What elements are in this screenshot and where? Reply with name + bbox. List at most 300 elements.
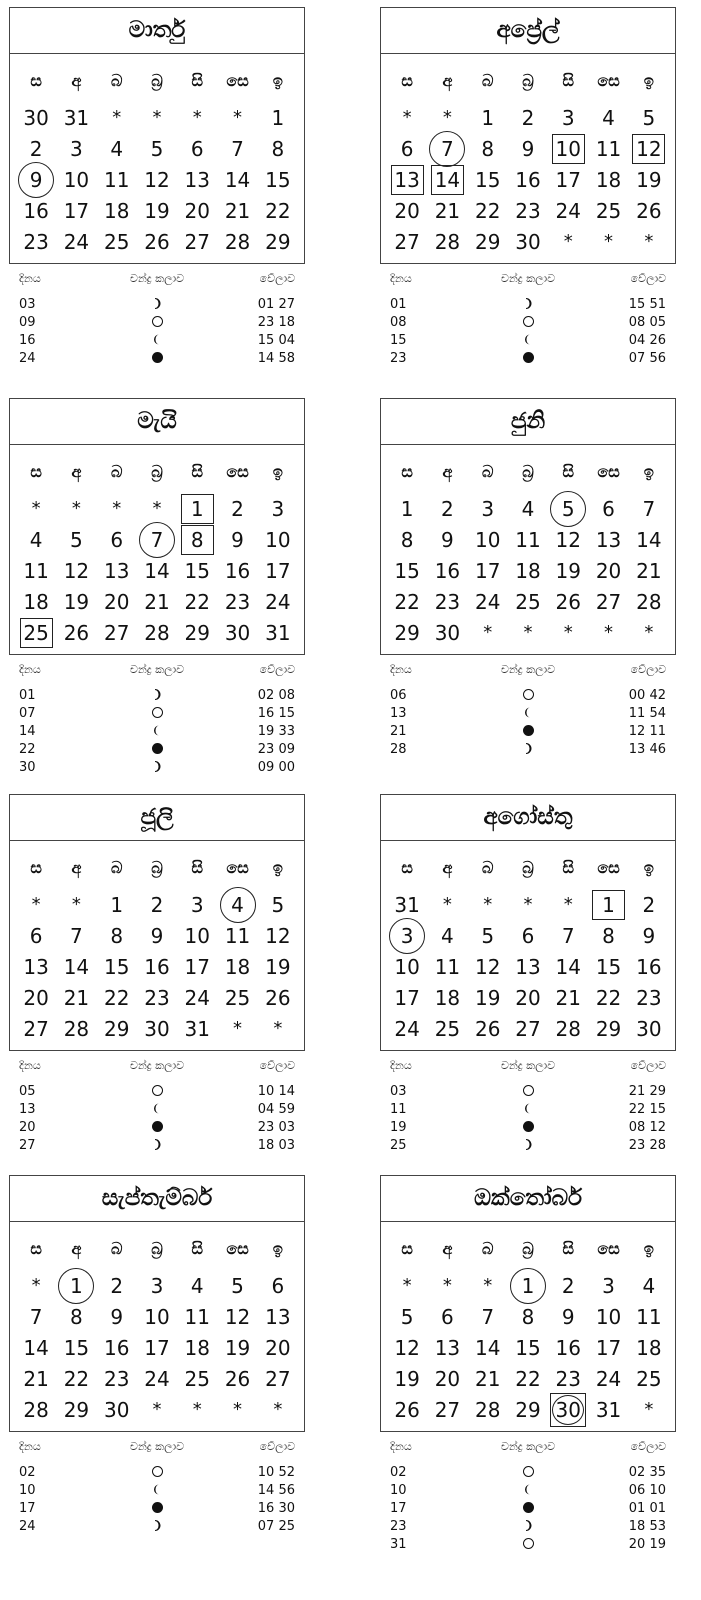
weekday-label: අ <box>71 462 82 481</box>
phase-symbol <box>460 332 596 350</box>
day-number: 16 <box>434 558 461 583</box>
day-cell <box>387 982 427 1013</box>
day-number: 10 <box>63 167 90 192</box>
phase-symbol <box>460 1500 596 1518</box>
day-cell <box>468 1301 508 1332</box>
day-number: * <box>112 497 122 519</box>
phase-time: 09 00 <box>257 760 295 775</box>
month-title: ඔක්තෝබර් <box>381 1176 675 1222</box>
moon-phase-header <box>380 272 676 286</box>
empty-day-marker <box>548 889 588 920</box>
moon-phase-header <box>9 1440 305 1454</box>
new-moon-icon <box>152 1121 163 1132</box>
day-number: 1 <box>110 892 124 917</box>
empty-day-marker <box>548 617 588 648</box>
day-cell <box>387 1394 427 1425</box>
day-number: 25 <box>184 1366 210 1391</box>
day-number: * <box>604 230 614 252</box>
day-number: 25 <box>224 985 251 1010</box>
day-grid <box>381 881 675 1050</box>
empty-day-marker <box>387 102 427 133</box>
phase-time: 22 15 <box>628 1102 666 1117</box>
marked-day-number: 1 <box>181 494 214 524</box>
moon-phase-row <box>19 741 295 759</box>
day-number: 20 <box>23 985 49 1010</box>
day-cell <box>137 951 177 982</box>
phase-date: 08 <box>390 315 407 330</box>
day-cell <box>508 102 548 133</box>
day-number: 15 <box>595 954 622 979</box>
day-number: 31 <box>595 1397 622 1422</box>
day-number: 27 <box>103 620 130 645</box>
phase-time: 01 01 <box>628 1501 666 1516</box>
day-cell <box>258 982 298 1013</box>
phase-date: 13 <box>390 706 407 721</box>
phase-time: 04 59 <box>257 1102 295 1117</box>
day-cell <box>629 1363 669 1394</box>
phase-time: 06 10 <box>628 1483 666 1498</box>
day-grid <box>10 881 304 1050</box>
empty-day-marker <box>427 1270 467 1301</box>
phase-symbol <box>89 1482 225 1500</box>
day-cell <box>137 1363 177 1394</box>
moon-phase-row <box>19 1518 295 1536</box>
day-cell <box>588 133 628 164</box>
day-number: 11 <box>103 167 130 192</box>
day-number: 9 <box>521 136 535 161</box>
phase-date: 24 <box>19 351 36 366</box>
weekday-label: සෙ <box>226 1239 249 1258</box>
day-cell <box>468 920 508 951</box>
day-grid <box>381 94 675 263</box>
day-circle: 30 <box>552 1395 584 1425</box>
day-number: 16 <box>23 198 49 223</box>
day-cell <box>137 226 177 257</box>
first-moon-icon <box>152 1520 162 1531</box>
empty-day-marker <box>137 1394 177 1425</box>
moon-phase-row <box>19 350 295 368</box>
day-number: 2 <box>29 136 43 161</box>
day-number: 4 <box>29 527 43 552</box>
moon-phase-header <box>9 1059 305 1073</box>
day-cell <box>588 586 628 617</box>
day-cell <box>427 1013 467 1044</box>
day-number: 9 <box>441 527 454 552</box>
day-cell <box>56 524 96 555</box>
month-block <box>380 794 676 1155</box>
weekday-label: බ්‍ර <box>522 71 534 90</box>
phase-date: 30 <box>19 760 36 775</box>
new-moon-icon <box>152 743 163 754</box>
day-cell <box>427 493 467 524</box>
empty-day-marker <box>217 1394 257 1425</box>
day-number: 31 <box>184 1016 210 1041</box>
day-cell <box>387 164 427 195</box>
empty-day-marker <box>137 102 177 133</box>
day-number: 8 <box>481 136 495 161</box>
phase-time: 14 58 <box>257 351 295 366</box>
moon-phase-list <box>380 1464 676 1554</box>
day-cell <box>427 1332 467 1363</box>
day-number: 27 <box>595 589 622 614</box>
day-number: 30 <box>515 229 541 254</box>
weekday-label: සි <box>191 462 204 481</box>
day-number: * <box>273 1017 283 1039</box>
day-number: * <box>233 1017 243 1039</box>
phase-symbol <box>460 1518 596 1536</box>
day-number: * <box>31 497 41 519</box>
phase-date: 16 <box>19 333 36 348</box>
day-cell <box>177 982 217 1013</box>
day-cell <box>16 133 56 164</box>
day-cell <box>588 982 628 1013</box>
day-number: 23 <box>224 589 251 614</box>
day-cell <box>16 555 56 586</box>
weekday-label: සි <box>562 462 575 481</box>
day-cell <box>258 164 298 195</box>
day-number: 16 <box>224 558 251 583</box>
weekday-header <box>381 459 675 485</box>
first-moon-icon <box>152 1139 162 1150</box>
day-cell <box>588 1363 628 1394</box>
phase-date: 02 <box>19 1465 36 1480</box>
day-cell <box>468 524 508 555</box>
day-cell <box>258 951 298 982</box>
day-number: 30 <box>636 1016 662 1041</box>
empty-day-marker <box>508 889 548 920</box>
day-cell <box>508 1394 548 1425</box>
moon-phase-row <box>390 1464 666 1482</box>
day-cell <box>217 1270 257 1301</box>
day-number: * <box>152 497 162 519</box>
phase-symbol <box>89 705 225 723</box>
phase-time: 19 33 <box>257 724 295 739</box>
day-number: 13 <box>434 1335 461 1360</box>
moon-phase-header <box>9 663 305 677</box>
day-number: 18 <box>515 558 541 583</box>
weekday-label: සි <box>191 71 204 90</box>
day-cell <box>177 133 217 164</box>
phase-symbol <box>89 759 225 777</box>
day-cell <box>588 889 628 920</box>
day-cell <box>629 1013 669 1044</box>
day-number: 16 <box>103 1335 130 1360</box>
day-cell <box>217 133 257 164</box>
day-number: 18 <box>434 985 461 1010</box>
day-cell <box>629 524 669 555</box>
day-cell <box>427 982 467 1013</box>
day-cell <box>137 195 177 226</box>
phase-time: 11 54 <box>628 706 666 721</box>
weekday-header <box>10 459 304 485</box>
day-number: 26 <box>474 1016 501 1041</box>
full-moon-icon <box>152 316 163 327</box>
day-cell <box>177 1013 217 1044</box>
day-cell <box>629 889 669 920</box>
moon-phase-row <box>390 687 666 705</box>
phase-date: 19 <box>390 1120 407 1135</box>
day-cell <box>16 982 56 1013</box>
day-number: 23 <box>434 589 461 614</box>
phase-header-date: දිනය <box>390 663 412 676</box>
empty-day-marker <box>97 102 137 133</box>
day-number: 23 <box>515 198 541 223</box>
day-number: * <box>152 106 162 128</box>
day-number: 11 <box>184 1304 210 1329</box>
day-number: 22 <box>595 985 622 1010</box>
day-number: * <box>483 621 493 643</box>
day-number: 15 <box>184 558 210 583</box>
day-number: 24 <box>63 229 90 254</box>
day-number: 25 <box>434 1016 461 1041</box>
day-number: 22 <box>394 589 420 614</box>
moon-phase-row <box>390 1137 666 1155</box>
day-cell <box>468 1332 508 1363</box>
phase-symbol <box>460 705 596 723</box>
moon-phase-row <box>390 1083 666 1101</box>
day-number: 28 <box>144 620 170 645</box>
day-cell <box>588 1270 628 1301</box>
phase-header-date: දිනය <box>19 1440 41 1453</box>
day-cell <box>16 920 56 951</box>
moon-phase-header <box>380 663 676 677</box>
day-number: 14 <box>144 558 170 583</box>
day-number: 2 <box>231 496 244 521</box>
phase-header-date: දිනය <box>19 272 41 285</box>
day-number: * <box>563 621 573 643</box>
moon-phase-row <box>19 687 295 705</box>
day-number: 14 <box>224 167 251 192</box>
month-title: අගෝස්තු <box>381 795 675 841</box>
day-cell <box>16 617 56 648</box>
day-cell <box>548 1270 588 1301</box>
day-cell <box>468 102 508 133</box>
day-number: 15 <box>63 1335 90 1360</box>
day-cell <box>387 555 427 586</box>
phase-symbol <box>460 741 596 759</box>
day-cell <box>629 493 669 524</box>
day-number: 20 <box>103 589 130 614</box>
full-moon-icon <box>523 1466 534 1477</box>
day-number: 27 <box>265 1366 291 1391</box>
day-cell <box>137 524 177 555</box>
day-cell <box>97 889 137 920</box>
moon-phase-row <box>390 1119 666 1137</box>
day-cell <box>508 1270 548 1301</box>
marked-day-number: 10 <box>552 134 585 164</box>
weekday-label: ස <box>401 1239 413 1258</box>
phase-time: 23 03 <box>257 1120 295 1135</box>
phase-date: 07 <box>19 706 36 721</box>
month-title: සැප්තැම්බර් <box>10 1176 304 1222</box>
moon-phase-row <box>19 1464 295 1482</box>
day-cell <box>217 982 257 1013</box>
day-cell <box>387 617 427 648</box>
weekday-label: ඉ <box>643 1239 654 1258</box>
empty-day-marker <box>217 102 257 133</box>
day-cell <box>548 1363 588 1394</box>
phase-header-date: දිනය <box>390 1440 412 1453</box>
day-cell <box>137 889 177 920</box>
weekday-header <box>381 68 675 94</box>
day-cell <box>427 617 467 648</box>
day-cell <box>387 493 427 524</box>
last-moon-icon <box>523 1484 533 1495</box>
day-cell <box>548 982 588 1013</box>
day-number: * <box>192 1398 202 1420</box>
day-cell <box>588 493 628 524</box>
phase-date: 10 <box>390 1483 407 1498</box>
phase-date: 21 <box>390 724 407 739</box>
moon-phase-row <box>390 1101 666 1119</box>
month-calendar <box>380 794 676 1051</box>
phase-date: 31 <box>390 1537 407 1552</box>
day-cell <box>629 920 669 951</box>
day-number: 2 <box>150 892 164 917</box>
day-number: 19 <box>224 1335 251 1360</box>
last-moon-icon <box>523 1103 533 1114</box>
phase-symbol <box>89 1119 225 1137</box>
month-calendar <box>9 7 305 264</box>
phase-time: 08 12 <box>628 1120 666 1135</box>
phase-time: 04 26 <box>628 333 666 348</box>
empty-day-marker <box>588 617 628 648</box>
marked-day-number: 7 <box>139 522 175 558</box>
day-cell <box>177 1301 217 1332</box>
day-cell <box>258 617 298 648</box>
last-moon-icon <box>152 334 162 345</box>
day-number: 1 <box>271 105 285 130</box>
day-number: 28 <box>555 1016 581 1041</box>
day-cell <box>16 1332 56 1363</box>
day-number: 8 <box>400 527 414 552</box>
day-cell <box>387 133 427 164</box>
phase-symbol <box>460 314 596 332</box>
day-cell <box>548 920 588 951</box>
day-number: 3 <box>602 1273 615 1298</box>
day-cell <box>588 1013 628 1044</box>
day-number: 15 <box>394 558 420 583</box>
marked-day-number: 9 <box>18 162 54 198</box>
first-moon-icon <box>523 1139 533 1150</box>
day-number: 24 <box>595 1366 622 1391</box>
phase-symbol <box>460 723 596 741</box>
day-cell <box>177 1363 217 1394</box>
phase-symbol <box>460 296 596 314</box>
phase-symbol <box>460 1536 596 1554</box>
phase-date: 03 <box>19 297 36 312</box>
empty-day-marker <box>468 1270 508 1301</box>
day-number: 6 <box>521 923 535 948</box>
weekday-label: ඉ <box>272 1239 283 1258</box>
first-moon-icon <box>152 298 162 309</box>
day-number: 11 <box>224 923 251 948</box>
day-cell <box>387 195 427 226</box>
phase-time: 16 15 <box>257 706 295 721</box>
day-number: * <box>604 621 614 643</box>
marked-day-number: 4 <box>220 887 256 923</box>
day-cell <box>387 586 427 617</box>
day-grid <box>381 485 675 654</box>
moon-phase-row <box>19 296 295 314</box>
moon-phase-row <box>390 314 666 332</box>
empty-day-marker <box>97 493 137 524</box>
day-number: 11 <box>434 954 461 979</box>
day-cell <box>97 1270 137 1301</box>
weekday-label: ස <box>401 858 413 877</box>
phase-symbol <box>89 1101 225 1119</box>
day-number: 23 <box>636 985 662 1010</box>
moon-phase-row <box>390 723 666 741</box>
day-cell <box>137 1332 177 1363</box>
day-cell <box>548 555 588 586</box>
day-cell <box>97 1301 137 1332</box>
new-moon-icon <box>523 352 534 363</box>
month-block <box>9 1175 305 1536</box>
day-number: 27 <box>394 229 420 254</box>
phase-header-time: වේලාව <box>259 1440 295 1453</box>
weekday-label: සෙ <box>597 858 620 877</box>
phase-time: 07 25 <box>257 1519 295 1534</box>
phase-header-phase: චන්ද්‍ර කලාව <box>500 663 556 676</box>
day-number: 7 <box>231 136 244 161</box>
empty-day-marker <box>387 1270 427 1301</box>
phase-symbol <box>460 1137 596 1155</box>
day-number: 24 <box>394 1016 420 1041</box>
weekday-header <box>10 68 304 94</box>
weekday-label: අ <box>71 1239 82 1258</box>
day-number: 29 <box>515 1397 541 1422</box>
weekday-label: බ්‍ර <box>522 462 534 481</box>
day-cell <box>177 493 217 524</box>
weekday-label: බ්‍ර <box>522 1239 534 1258</box>
phase-time: 23 09 <box>257 742 295 757</box>
day-number: 10 <box>184 923 210 948</box>
day-number: 25 <box>636 1366 662 1391</box>
weekday-label: සි <box>191 1239 204 1258</box>
marked-day-number <box>550 1393 586 1427</box>
weekday-label: බ <box>110 858 123 877</box>
day-cell <box>258 1301 298 1332</box>
day-number: 12 <box>63 558 90 583</box>
day-cell <box>548 1394 588 1425</box>
day-cell <box>468 164 508 195</box>
day-number: 25 <box>595 198 622 223</box>
weekday-label: අ <box>442 462 453 481</box>
day-cell <box>468 1394 508 1425</box>
day-cell <box>508 555 548 586</box>
day-number: 2 <box>642 892 656 917</box>
day-cell <box>548 195 588 226</box>
day-cell <box>629 102 669 133</box>
day-number: 6 <box>271 1273 285 1298</box>
phase-date: 23 <box>390 351 407 366</box>
phase-header-phase: චන්ද්‍ර කලාව <box>129 663 185 676</box>
day-number: 9 <box>642 923 656 948</box>
day-cell <box>56 555 96 586</box>
day-cell <box>427 586 467 617</box>
day-cell <box>97 164 137 195</box>
day-cell <box>427 1301 467 1332</box>
moon-phase-list <box>9 296 305 368</box>
phase-symbol <box>89 332 225 350</box>
day-cell <box>427 524 467 555</box>
day-number: 15 <box>515 1335 541 1360</box>
marked-day-number: 13 <box>391 165 424 195</box>
moon-phase-list <box>380 687 676 759</box>
weekday-label: අ <box>71 858 82 877</box>
day-number: 29 <box>595 1016 622 1041</box>
